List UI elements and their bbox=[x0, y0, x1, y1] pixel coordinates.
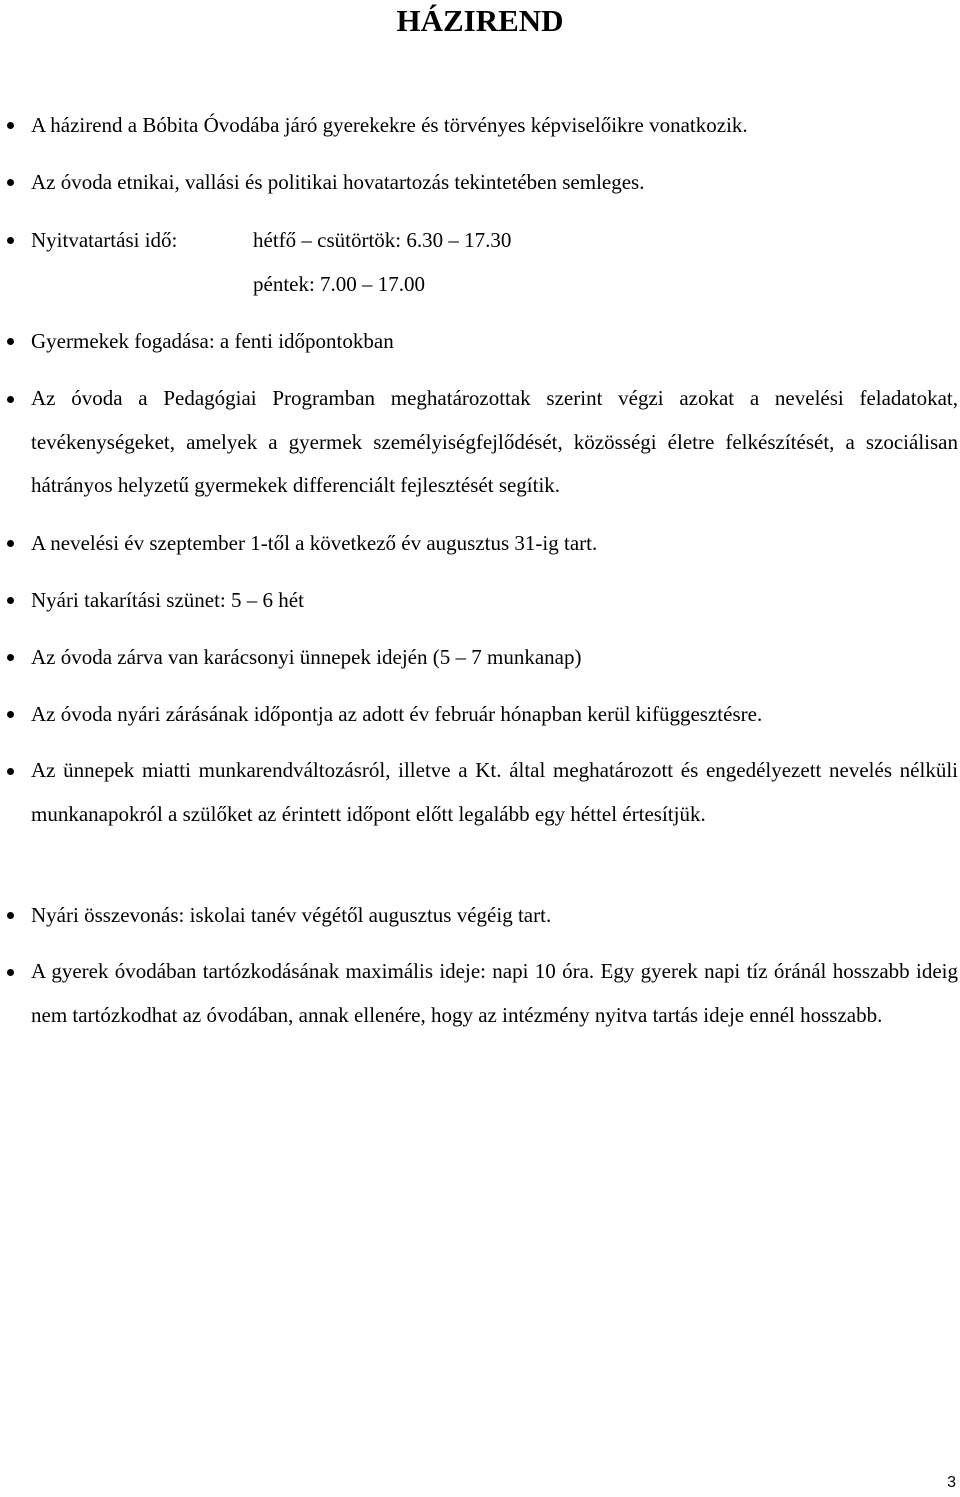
list-item: Nyári összevonás: iskolai tanév végétől augusztus végéig tart. bbox=[31, 903, 552, 927]
list-item: Gyermekek fogadása: a fenti időpontokban bbox=[31, 329, 394, 353]
page-number: 3 bbox=[947, 1474, 956, 1491]
document-title: HÁZIREND bbox=[396, 3, 564, 38]
opening-hours-weekdays: hétfő – csütörtök: 6.30 – 17.30 bbox=[253, 228, 512, 252]
bullet bbox=[7, 969, 14, 976]
bullet bbox=[7, 338, 14, 345]
bullet bbox=[7, 912, 14, 919]
list-item: Az óvoda a Pedagógiai Programban meghatározottak szerint végzi azokat a nevelési feladatokat, tevékenységeket, amelyek a gyermek személyiségfejlődését, közösségi életre felkészítését, a szociálisan hátrányos helyzetű gyermekek differenciált fejlesztését segítik. bbox=[31, 386, 958, 497]
bullet bbox=[7, 654, 14, 661]
bullet bbox=[7, 179, 14, 186]
list-item: Az óvoda nyári zárásának időpontja az adott év február hónapban kerül kifüggesztésre. bbox=[31, 702, 763, 726]
list-item: Az ünnepek miatti munkarendváltozásról, illetve a Kt. által meghatározott és engedélyezett nevelés nélküli munkanapokról a szülőket az érintett időpont előtt legalább egy héttel értesítjük. bbox=[31, 758, 958, 826]
bullet bbox=[7, 122, 14, 129]
list-item: A gyerek óvodában tartózkodásának maximális ideje: napi 10 óra. Egy gyerek napi tíz óránál hosszabb ideig nem tartózkodhat az óvodában, annak ellenére, hogy az intézmény nyitva tartás ideje ennél hosszabb. bbox=[31, 959, 958, 1027]
list-item: A házirend a Bóbita Óvodába járó gyerekekre és törvényes képviselőikre vonatkozik. bbox=[31, 113, 748, 137]
opening-hours-friday: péntek: 7.00 – 17.00 bbox=[253, 272, 426, 296]
list-item: Az óvoda zárva van karácsonyi ünnepek idején (5 – 7 munkanap) bbox=[31, 645, 582, 669]
bullet bbox=[7, 768, 14, 775]
bullet bbox=[7, 237, 14, 244]
list-item: Az óvoda etnikai, vallási és politikai hovatartozás tekintetében semleges. bbox=[31, 170, 645, 194]
bullet bbox=[7, 597, 14, 604]
list-item: A nevelési év szeptember 1-től a következő év augusztus 31-ig tart. bbox=[31, 531, 598, 555]
list-item: Nyári takarítási szünet: 5 – 6 hét bbox=[31, 588, 304, 612]
bullet bbox=[7, 711, 14, 718]
bullet bbox=[7, 396, 14, 403]
bullet bbox=[7, 540, 14, 547]
opening-hours-label: Nyitvatartási idő: bbox=[31, 228, 178, 252]
